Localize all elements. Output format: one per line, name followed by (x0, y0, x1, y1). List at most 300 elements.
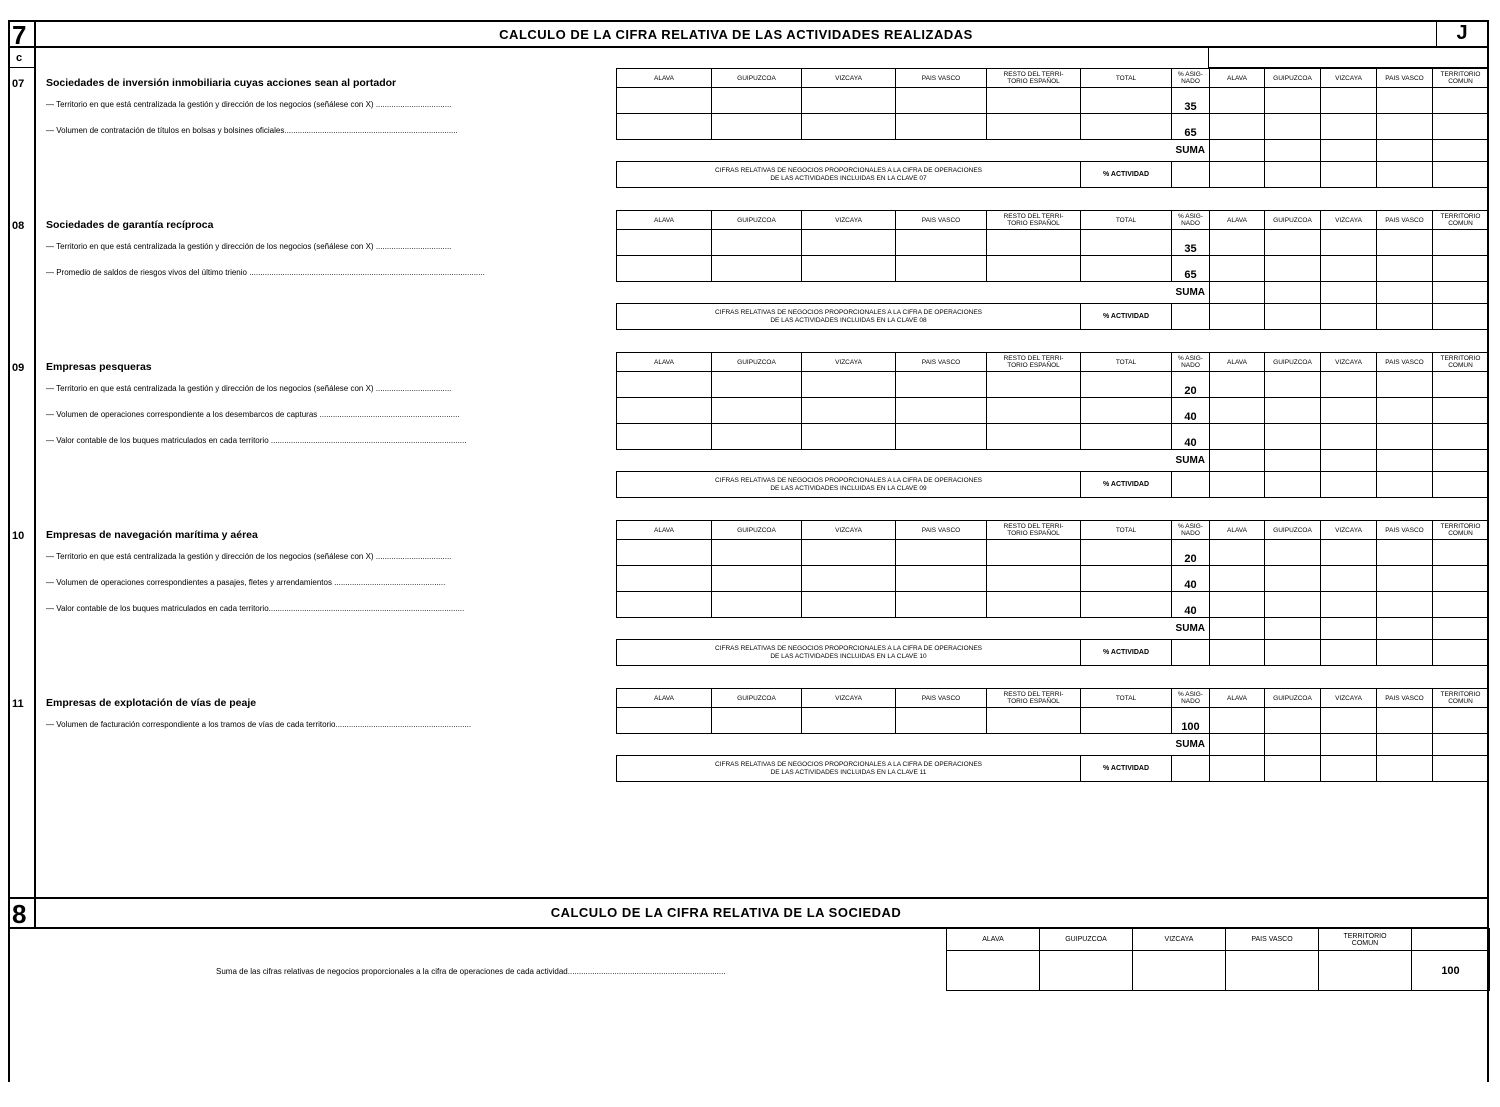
activity-table-07 (616, 68, 1489, 188)
actividad-cell[interactable] (1265, 304, 1321, 330)
column-header: TOTAL (1081, 69, 1172, 88)
row-label: — Territorio en que está centralizada la gestión y dirección de los negocios (señálese con X) .................................. (46, 552, 452, 561)
section-8-input-cell[interactable] (947, 951, 1040, 991)
input-cell[interactable] (1081, 256, 1172, 282)
input-cell[interactable] (1377, 88, 1433, 114)
column-header: VIZCAYA (1321, 689, 1377, 708)
actividad-cell[interactable] (1172, 162, 1210, 188)
input-cell[interactable] (1433, 398, 1489, 424)
input-cell[interactable] (617, 256, 712, 282)
input-cell[interactable] (802, 708, 896, 734)
input-cell[interactable] (802, 114, 896, 140)
clave-07: 07 (12, 78, 25, 90)
row-label: — Valor contable de los buques matriculados en cada territorio ........................................................................................ (46, 436, 467, 445)
input-cell[interactable] (712, 372, 802, 398)
input-cell[interactable] (712, 592, 802, 618)
section-8-input-cell[interactable] (1226, 951, 1319, 991)
suma-cell[interactable] (1265, 450, 1321, 472)
actividad-cell[interactable] (1265, 756, 1321, 782)
actividad-cell[interactable] (1210, 472, 1265, 498)
cifras-relativas-label: CIFRAS RELATIVAS DE NEGOCIOS PROPORCIONALES A LA CIFRA DE OPERACIONES DE LAS ACTIVIDADES INCLUIDAS EN LA CLAVE 07 (617, 162, 1081, 188)
input-cell[interactable] (802, 256, 896, 282)
input-cell[interactable] (1210, 592, 1265, 618)
column-header: VIZCAYA (1321, 353, 1377, 372)
input-cell[interactable] (1265, 256, 1321, 282)
input-cell[interactable] (1210, 88, 1265, 114)
cifras-relativas-label: CIFRAS RELATIVAS DE NEGOCIOS PROPORCIONALES A LA CIFRA DE OPERACIONES DE LAS ACTIVIDADES INCLUIDAS EN LA CLAVE 09 (617, 472, 1081, 498)
input-cell[interactable] (987, 256, 1081, 282)
clave-09: 09 (12, 362, 25, 374)
suma-cell[interactable] (1265, 618, 1321, 640)
row-label: — Territorio en que está centralizada la gestión y dirección de los negocios (señálese con X) .................................. (46, 242, 452, 251)
suma-cell[interactable] (1377, 282, 1433, 304)
input-cell[interactable] (1377, 114, 1433, 140)
cifras-relativas-label: CIFRAS RELATIVAS DE NEGOCIOS PROPORCIONALES A LA CIFRA DE OPERACIONES DE LAS ACTIVIDADES INCLUIDAS EN LA CLAVE 11 (617, 756, 1081, 782)
input-cell[interactable] (987, 424, 1081, 450)
input-cell[interactable] (1377, 592, 1433, 618)
input-cell[interactable] (1377, 566, 1433, 592)
section-8-total: 100 (1412, 951, 1490, 991)
input-cell[interactable] (1081, 708, 1172, 734)
input-cell[interactable] (1321, 540, 1377, 566)
actividad-cell[interactable] (1210, 756, 1265, 782)
input-cell[interactable] (1210, 566, 1265, 592)
row-label: — Volumen de operaciones correspondiente a los desembarcos de capturas ............................................................... (46, 410, 460, 419)
right-header-divider (1208, 46, 1209, 67)
suma-cell[interactable] (1433, 450, 1489, 472)
column-header: PAIS VASCO (1377, 689, 1433, 708)
input-cell[interactable] (987, 540, 1081, 566)
suma-cell[interactable] (1433, 618, 1489, 640)
suma-cell[interactable] (1377, 450, 1433, 472)
column-header: VIZCAYA (802, 689, 896, 708)
suma-label: SUMA (1175, 739, 1205, 750)
left-border-inner (34, 20, 36, 900)
column-header: TOTAL (1081, 521, 1172, 540)
activity-title: Sociedades de inversión inmobiliaria cuyas acciones sean al portador (46, 77, 397, 89)
suma-cell[interactable] (1210, 282, 1265, 304)
input-cell[interactable] (896, 708, 987, 734)
blank (617, 282, 1081, 304)
input-cell[interactable] (1433, 372, 1489, 398)
section-8-column-header: GUIPUZCOA (1040, 929, 1133, 951)
suma-cell[interactable] (1265, 734, 1321, 756)
input-cell[interactable] (1265, 592, 1321, 618)
column-header: % ASIG- NADO (1172, 211, 1210, 230)
input-cell[interactable] (617, 566, 712, 592)
input-cell[interactable] (712, 540, 802, 566)
column-header: RESTO DEL TERRI- TORIO ESPAÑOL (987, 689, 1081, 708)
column-header: TERRITORIO COMUN (1433, 353, 1489, 372)
suma-cell[interactable] (1210, 618, 1265, 640)
suma-cell[interactable] (1265, 282, 1321, 304)
blank (617, 140, 1081, 162)
actividad-cell[interactable] (1265, 640, 1321, 666)
input-cell[interactable] (1081, 114, 1172, 140)
actividad-label: % ACTIVIDAD (1081, 472, 1172, 498)
input-cell[interactable] (617, 88, 712, 114)
input-cell[interactable] (1377, 230, 1433, 256)
column-header: TERRITORIO COMUN (1433, 689, 1489, 708)
input-cell[interactable] (1265, 372, 1321, 398)
pct-asignado: 65 (1172, 256, 1210, 282)
input-cell[interactable] (896, 114, 987, 140)
pct-asignado: 40 (1172, 566, 1210, 592)
column-header: VIZCAYA (802, 211, 896, 230)
column-header: PAIS VASCO (896, 689, 987, 708)
section-8-input-cell[interactable] (1133, 951, 1226, 991)
input-cell[interactable] (1210, 708, 1265, 734)
input-cell[interactable] (1321, 592, 1377, 618)
input-cell[interactable] (1321, 708, 1377, 734)
actividad-cell[interactable] (1433, 162, 1489, 188)
section-8-table (946, 928, 1490, 991)
column-header: GUIPUZCOA (712, 521, 802, 540)
input-cell[interactable] (1081, 540, 1172, 566)
input-cell[interactable] (617, 230, 712, 256)
top-border (8, 20, 1489, 22)
input-cell[interactable] (1321, 372, 1377, 398)
input-cell[interactable] (1265, 398, 1321, 424)
actividad-cell[interactable] (1210, 162, 1265, 188)
section-8-number: 8 (12, 899, 27, 929)
column-header: RESTO DEL TERRI- TORIO ESPAÑOL (987, 521, 1081, 540)
actividad-cell[interactable] (1377, 756, 1433, 782)
sub-letter-c: c (16, 52, 23, 64)
column-header: TERRITORIO COMUN (1433, 521, 1489, 540)
input-cell[interactable] (712, 114, 802, 140)
input-cell[interactable] (1321, 230, 1377, 256)
actividad-label: % ACTIVIDAD (1081, 756, 1172, 782)
actividad-cell[interactable] (1377, 472, 1433, 498)
suma-cell[interactable] (1321, 734, 1377, 756)
input-cell[interactable] (896, 592, 987, 618)
column-header: PAIS VASCO (1377, 353, 1433, 372)
input-cell[interactable] (617, 708, 712, 734)
input-cell[interactable] (1433, 230, 1489, 256)
suma-label: SUMA (1175, 145, 1205, 156)
suma-cell[interactable] (1433, 734, 1489, 756)
column-header: TOTAL (1081, 211, 1172, 230)
input-cell[interactable] (712, 398, 802, 424)
input-cell[interactable] (987, 372, 1081, 398)
suma-label: SUMA (1175, 455, 1205, 466)
row-label: — Valor contable de los buques matriculados en cada territorio........................................................................................ (46, 604, 465, 613)
input-cell[interactable] (802, 592, 896, 618)
input-cell[interactable] (617, 372, 712, 398)
section-8-column-header: VIZCAYA (1133, 929, 1226, 951)
input-cell[interactable] (1081, 372, 1172, 398)
input-cell[interactable] (987, 566, 1081, 592)
column-header: ALAVA (617, 69, 712, 88)
pct-asignado: 20 (1172, 540, 1210, 566)
input-cell[interactable] (987, 230, 1081, 256)
suma-cell[interactable] (1265, 140, 1321, 162)
input-cell[interactable] (1210, 230, 1265, 256)
section-8-column-header: PAIS VASCO (1226, 929, 1319, 951)
pct-asignado: 65 (1172, 114, 1210, 140)
column-header: RESTO DEL TERRI- TORIO ESPAÑOL (987, 353, 1081, 372)
sub-letter-line (8, 67, 36, 68)
actividad-cell[interactable] (1433, 756, 1489, 782)
input-cell[interactable] (896, 230, 987, 256)
input-cell[interactable] (1210, 424, 1265, 450)
input-cell[interactable] (1265, 114, 1321, 140)
actividad-cell[interactable] (1377, 304, 1433, 330)
input-cell[interactable] (1081, 230, 1172, 256)
column-header: GUIPUZCOA (712, 211, 802, 230)
actividad-cell[interactable] (1265, 472, 1321, 498)
input-cell[interactable] (987, 114, 1081, 140)
activity-title: Empresas de explotación de vías de peaje (46, 697, 257, 709)
actividad-cell[interactable] (1172, 472, 1210, 498)
input-cell[interactable] (1433, 256, 1489, 282)
row-label: — Volumen de facturación correspondiente a los tramos de vías de cada territorio............................................................. (46, 720, 472, 729)
input-cell[interactable] (712, 88, 802, 114)
input-cell[interactable] (712, 566, 802, 592)
column-header: GUIPUZCOA (1265, 353, 1321, 372)
column-header: % ASIG- NADO (1172, 69, 1210, 88)
input-cell[interactable] (1081, 88, 1172, 114)
actividad-cell[interactable] (1321, 756, 1377, 782)
suma-cell[interactable] (1210, 734, 1265, 756)
activity-table-10 (616, 520, 1489, 666)
activity-title: Empresas de navegación marítima y aérea (46, 529, 258, 541)
section-8-top-border (8, 897, 1489, 899)
column-header: % ASIG- NADO (1172, 521, 1210, 540)
column-header: ALAVA (617, 353, 712, 372)
input-cell[interactable] (1321, 88, 1377, 114)
input-cell[interactable] (617, 540, 712, 566)
suma-cell[interactable] (1321, 282, 1377, 304)
actividad-cell[interactable] (1321, 472, 1377, 498)
input-cell[interactable] (1081, 398, 1172, 424)
suma-cell[interactable] (1377, 618, 1433, 640)
pct-asignado: 100 (1172, 708, 1210, 734)
input-cell[interactable] (896, 540, 987, 566)
row-label: — Volumen de contratación de títulos en bolsas y bolsines oficiales.............................................................................. (46, 126, 458, 135)
column-header: GUIPUZCOA (1265, 69, 1321, 88)
column-header: RESTO DEL TERRI- TORIO ESPAÑOL (987, 69, 1081, 88)
clave-11: 11 (12, 698, 24, 710)
column-header: GUIPUZCOA (1265, 211, 1321, 230)
suma-cell[interactable] (1210, 140, 1265, 162)
clave-10: 10 (12, 530, 25, 542)
input-cell[interactable] (1377, 372, 1433, 398)
suma-cell[interactable] (1433, 140, 1489, 162)
section-8-column-header: TERRITORIO COMUN (1319, 929, 1412, 951)
input-cell[interactable] (1081, 566, 1172, 592)
column-header: ALAVA (617, 521, 712, 540)
row-label: — Territorio en que está centralizada la gestión y dirección de los negocios (señálese con X) .................................. (46, 384, 452, 393)
section-8-column-header: ALAVA (947, 929, 1040, 951)
input-cell[interactable] (712, 708, 802, 734)
actividad-label: % ACTIVIDAD (1081, 162, 1172, 188)
input-cell[interactable] (896, 566, 987, 592)
actividad-cell[interactable] (1321, 162, 1377, 188)
input-cell[interactable] (802, 424, 896, 450)
input-cell[interactable] (1210, 540, 1265, 566)
input-cell[interactable] (987, 592, 1081, 618)
cifras-relativas-label: CIFRAS RELATIVAS DE NEGOCIOS PROPORCIONALES A LA CIFRA DE OPERACIONES DE LAS ACTIVIDADES INCLUIDAS EN LA CLAVE 10 (617, 640, 1081, 666)
input-cell[interactable] (1210, 372, 1265, 398)
input-cell[interactable] (1265, 540, 1321, 566)
column-header: GUIPUZCOA (712, 689, 802, 708)
column-header: GUIPUZCOA (712, 69, 802, 88)
input-cell[interactable] (802, 540, 896, 566)
input-cell[interactable] (617, 592, 712, 618)
suma-cell[interactable] (1321, 618, 1377, 640)
input-cell[interactable] (1265, 708, 1321, 734)
input-cell[interactable] (1377, 256, 1433, 282)
input-cell[interactable] (896, 424, 987, 450)
input-cell[interactable] (1433, 424, 1489, 450)
suma-cell[interactable] (1210, 450, 1265, 472)
input-cell[interactable] (1377, 708, 1433, 734)
input-cell[interactable] (1321, 398, 1377, 424)
input-cell[interactable] (712, 230, 802, 256)
input-cell[interactable] (802, 88, 896, 114)
pct-asignado: 35 (1172, 230, 1210, 256)
column-header: ALAVA (1210, 521, 1265, 540)
column-header: VIZCAYA (802, 353, 896, 372)
suma-cell[interactable] (1321, 450, 1377, 472)
row-label: — Volumen de operaciones correspondientes a pasajes, fletes y arrendamientos .................................................. (46, 578, 446, 587)
pct-asignado: 40 (1172, 424, 1210, 450)
input-cell[interactable] (1433, 114, 1489, 140)
input-cell[interactable] (802, 398, 896, 424)
input-cell[interactable] (712, 424, 802, 450)
column-header: VIZCAYA (802, 521, 896, 540)
input-cell[interactable] (802, 372, 896, 398)
suma-cell[interactable] (1377, 734, 1433, 756)
actividad-cell[interactable] (1433, 304, 1489, 330)
column-header: PAIS VASCO (1377, 211, 1433, 230)
column-header: PAIS VASCO (896, 69, 987, 88)
input-cell[interactable] (1321, 256, 1377, 282)
input-cell[interactable] (896, 256, 987, 282)
column-header: % ASIG- NADO (1172, 353, 1210, 372)
input-cell[interactable] (896, 88, 987, 114)
column-header: PAIS VASCO (1377, 521, 1433, 540)
actividad-cell[interactable] (1377, 162, 1433, 188)
blank (617, 734, 1081, 756)
actividad-cell[interactable] (1172, 640, 1210, 666)
column-header: TERRITORIO COMUN (1433, 69, 1489, 88)
input-cell[interactable] (802, 566, 896, 592)
activity-table-11 (616, 688, 1489, 782)
input-cell[interactable] (1210, 398, 1265, 424)
input-cell[interactable] (1377, 540, 1433, 566)
actividad-cell[interactable] (1172, 304, 1210, 330)
activity-table-08 (616, 210, 1489, 330)
input-cell[interactable] (1433, 540, 1489, 566)
input-cell[interactable] (896, 372, 987, 398)
column-header: GUIPUZCOA (1265, 689, 1321, 708)
actividad-cell[interactable] (1433, 640, 1489, 666)
blank (617, 618, 1081, 640)
actividad-cell[interactable] (1210, 640, 1265, 666)
actividad-label: % ACTIVIDAD (1081, 640, 1172, 666)
pct-asignado: 40 (1172, 592, 1210, 618)
input-cell[interactable] (1210, 114, 1265, 140)
input-cell[interactable] (1265, 230, 1321, 256)
column-header: PAIS VASCO (1377, 69, 1433, 88)
column-header: ALAVA (1210, 353, 1265, 372)
suma-label: SUMA (1175, 287, 1205, 298)
activity-table-09 (616, 352, 1489, 498)
row-label: — Promedio de saldos de riesgos vivos del último trienio .......................................................................................................... (46, 268, 485, 277)
input-cell[interactable] (1210, 256, 1265, 282)
cifras-relativas-label: CIFRAS RELATIVAS DE NEGOCIOS PROPORCIONALES A LA CIFRA DE OPERACIONES DE LAS ACTIVIDADES INCLUIDAS EN LA CLAVE 08 (617, 304, 1081, 330)
input-cell[interactable] (1321, 424, 1377, 450)
column-header: PAIS VASCO (896, 521, 987, 540)
input-cell[interactable] (1433, 566, 1489, 592)
input-cell[interactable] (1265, 566, 1321, 592)
input-cell[interactable] (617, 398, 712, 424)
suma-cell[interactable] (1433, 282, 1489, 304)
section-8-input-cell[interactable] (1040, 951, 1133, 991)
actividad-cell[interactable] (1433, 472, 1489, 498)
section-8-title: CALCULO DE LA CIFRA RELATIVA DE LA SOCIEDAD (550, 905, 902, 920)
input-cell[interactable] (1265, 88, 1321, 114)
input-cell[interactable] (1321, 566, 1377, 592)
input-cell[interactable] (1377, 424, 1433, 450)
actividad-label: % ACTIVIDAD (1081, 304, 1172, 330)
column-header: GUIPUZCOA (1265, 521, 1321, 540)
column-header: VIZCAYA (1321, 69, 1377, 88)
column-header: ALAVA (1210, 689, 1265, 708)
column-header: % ASIG- NADO (1172, 689, 1210, 708)
actividad-cell[interactable] (1172, 756, 1210, 782)
title-bottom-border (8, 46, 1489, 48)
input-cell[interactable] (1377, 398, 1433, 424)
input-cell[interactable] (1321, 114, 1377, 140)
input-cell[interactable] (617, 424, 712, 450)
row-label: — Territorio en que está centralizada la gestión y dirección de los negocios (señálese con X) .................................. (46, 100, 452, 109)
section-7-title: CALCULO DE LA CIFRA RELATIVA DE LAS ACTIVIDADES REALIZADAS (499, 27, 973, 42)
input-cell[interactable] (1081, 424, 1172, 450)
actividad-cell[interactable] (1321, 304, 1377, 330)
input-cell[interactable] (896, 398, 987, 424)
actividad-cell[interactable] (1265, 162, 1321, 188)
input-cell[interactable] (712, 256, 802, 282)
section-7-number: 7 (12, 20, 27, 50)
blank (617, 450, 1081, 472)
input-cell[interactable] (802, 230, 896, 256)
column-header: RESTO DEL TERRI- TORIO ESPAÑOL (987, 211, 1081, 230)
input-cell[interactable] (987, 708, 1081, 734)
input-cell[interactable] (1433, 592, 1489, 618)
suma-label: SUMA (1175, 623, 1205, 634)
input-cell[interactable] (987, 88, 1081, 114)
input-cell[interactable] (1081, 592, 1172, 618)
suma-cell[interactable] (1321, 140, 1377, 162)
pct-asignado: 20 (1172, 372, 1210, 398)
column-header: ALAVA (1210, 211, 1265, 230)
actividad-cell[interactable] (1377, 640, 1433, 666)
column-header: TOTAL (1081, 353, 1172, 372)
suma-cell[interactable] (1377, 140, 1433, 162)
input-cell[interactable] (987, 398, 1081, 424)
actividad-cell[interactable] (1321, 640, 1377, 666)
input-cell[interactable] (1433, 88, 1489, 114)
actividad-cell[interactable] (1210, 304, 1265, 330)
section-8-input-cell[interactable] (1319, 951, 1412, 991)
input-cell[interactable] (617, 114, 712, 140)
input-cell[interactable] (1433, 708, 1489, 734)
input-cell[interactable] (1265, 424, 1321, 450)
